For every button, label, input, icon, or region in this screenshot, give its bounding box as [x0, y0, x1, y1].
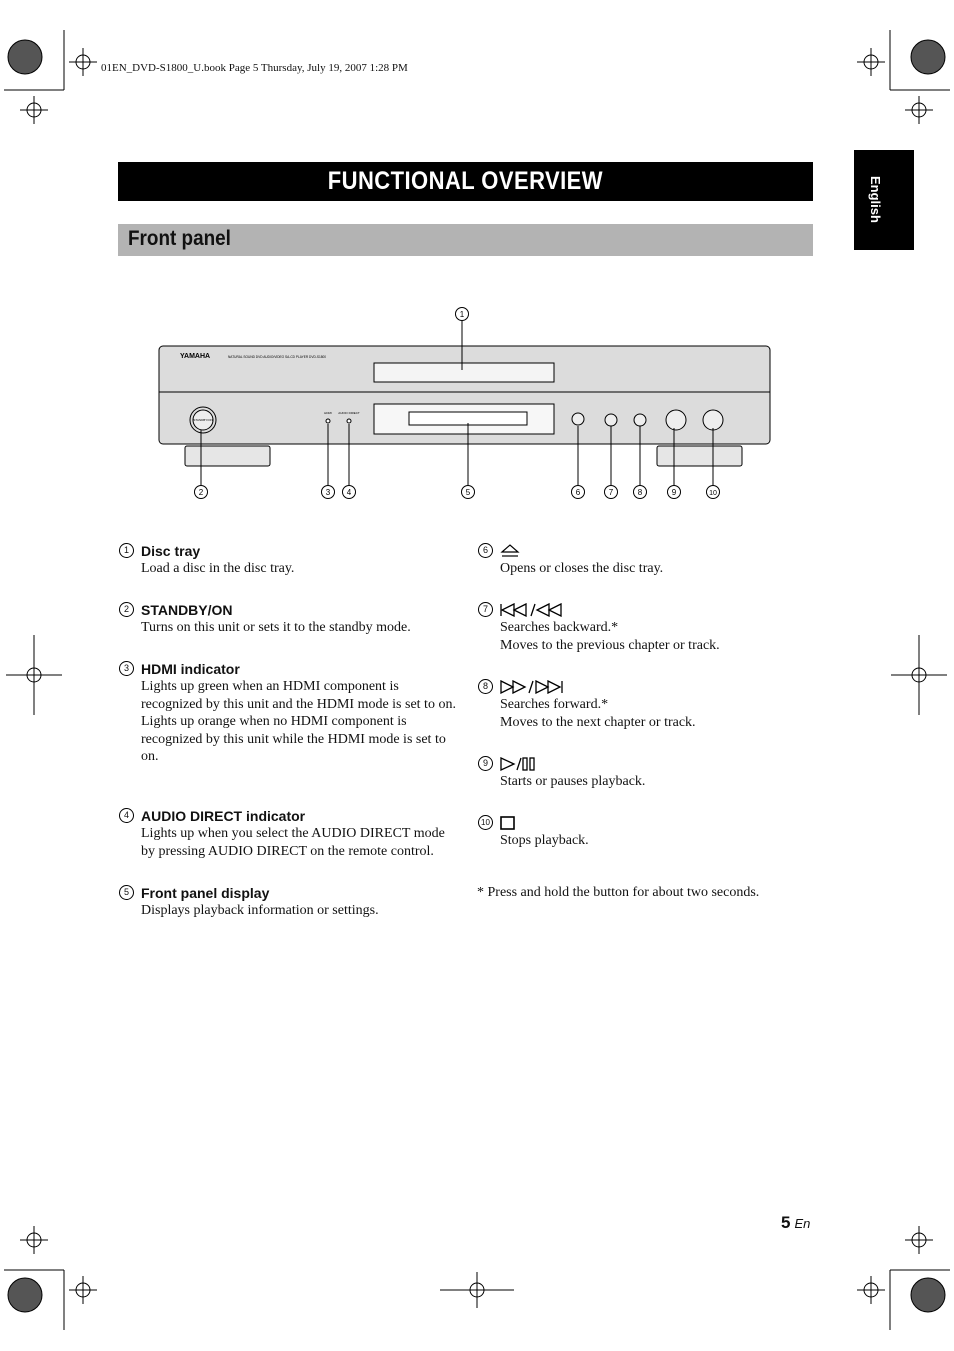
skip-back-rewind-icon [500, 603, 564, 617]
item-standby-on [123, 601, 481, 637]
page-title: FUNCTIONAL OVERVIEW [327, 167, 604, 195]
item-number: 10 [478, 815, 493, 830]
page-number-value: 5 [781, 1213, 791, 1232]
callout-10: 10 [709, 490, 717, 497]
item-desc: Stops playback. [500, 833, 589, 848]
callout-1: 1 [459, 310, 465, 319]
fast-forward-skip-icon [500, 680, 564, 694]
callout-7: 7 [608, 488, 614, 497]
item-desc: Load a disc in the disc tray. [141, 561, 295, 576]
panel-audio-direct-label: AUDIO DIRECT [338, 411, 360, 415]
section-heading-bar [118, 224, 813, 256]
item-disc-tray [123, 542, 481, 578]
item-desc: Searches forward.* [500, 697, 609, 712]
panel-brand: YAMAHA [180, 353, 211, 360]
item-label: Front panel display [141, 885, 270, 901]
item-number: 8 [478, 679, 493, 694]
item-play-pause [482, 755, 800, 791]
item-number: 2 [119, 602, 134, 617]
item-desc: Displays playback information or settings. [141, 903, 379, 918]
footnote: * Press and hold the button for about two seconds. [477, 885, 760, 900]
item-front-panel-display [123, 884, 481, 920]
page-number-suffix: En [794, 1216, 811, 1231]
item-desc: Moves to the next chapter or track. [500, 714, 696, 730]
item-desc: Lights up when you select the AUDIO DIRECT mode by pressing AUDIO DIRECT on the remote control. [141, 826, 445, 859]
item-label: AUDIO DIRECT indicator [141, 808, 306, 824]
item-skip-back [482, 601, 800, 654]
language-tab-label: English [868, 176, 883, 223]
language-tab [854, 150, 914, 250]
item-hdmi-indicator [123, 660, 456, 766]
item-desc: Opens or closes the disc tray. [500, 561, 664, 576]
item-desc: Starts or pauses playback. [500, 774, 646, 789]
callout-9: 9 [671, 488, 677, 497]
item-label: STANDBY/ON [141, 602, 233, 618]
item-number: 3 [119, 661, 134, 676]
item-number: 6 [478, 543, 493, 558]
item-number: 7 [478, 602, 493, 617]
item-skip-forward [482, 678, 800, 731]
panel-model-text: NATURAL SOUND DVD AUDIO/VIDEO SA-CD PLAYER DVD-S1800 [228, 355, 327, 359]
callout-3: 3 [325, 488, 331, 497]
item-number: 5 [119, 885, 134, 900]
item-number: 1 [119, 543, 134, 558]
item-audio-direct-indicator [123, 807, 456, 860]
item-label: HDMI indicator [141, 661, 240, 677]
eject-icon [500, 544, 520, 558]
item-label: Disc tray [141, 543, 201, 559]
callout-6: 6 [575, 488, 581, 497]
item-desc: Searches backward.* [500, 620, 619, 635]
item-number: 9 [478, 756, 493, 771]
play-pause-icon [500, 757, 538, 771]
stop-icon [500, 816, 516, 830]
item-number: 4 [119, 808, 134, 823]
item-stop [481, 814, 800, 850]
callout-4: 4 [346, 488, 352, 497]
panel-standby-label: STANDBY/ON [193, 418, 213, 422]
panel-hdmi-label: HDMI [324, 411, 332, 415]
printer-header: 01EN_DVD-S1800_U.book Page 5 Thursday, July 19, 2007 1:28 PM [101, 62, 408, 74]
item-desc: Turns on this unit or sets it to the standby mode. [141, 620, 411, 635]
callout-5: 5 [465, 488, 471, 497]
section-heading: Front panel [128, 227, 231, 250]
callout-8: 8 [637, 488, 643, 497]
item-desc: Lights up green when an HDMI component is recognized by this unit and the HDMI mode is set to on. [141, 679, 456, 712]
item-desc: Lights up orange when no HDMI component is recognized by this unit while the HDMI mode is set to on. [141, 714, 446, 764]
front-panel-diagram [150, 300, 780, 510]
page-title-bar [118, 162, 813, 201]
item-desc: Moves to the previous chapter or track. [500, 637, 720, 653]
page-number [781, 1213, 810, 1233]
callout-2: 2 [198, 488, 204, 497]
item-eject [482, 542, 800, 578]
